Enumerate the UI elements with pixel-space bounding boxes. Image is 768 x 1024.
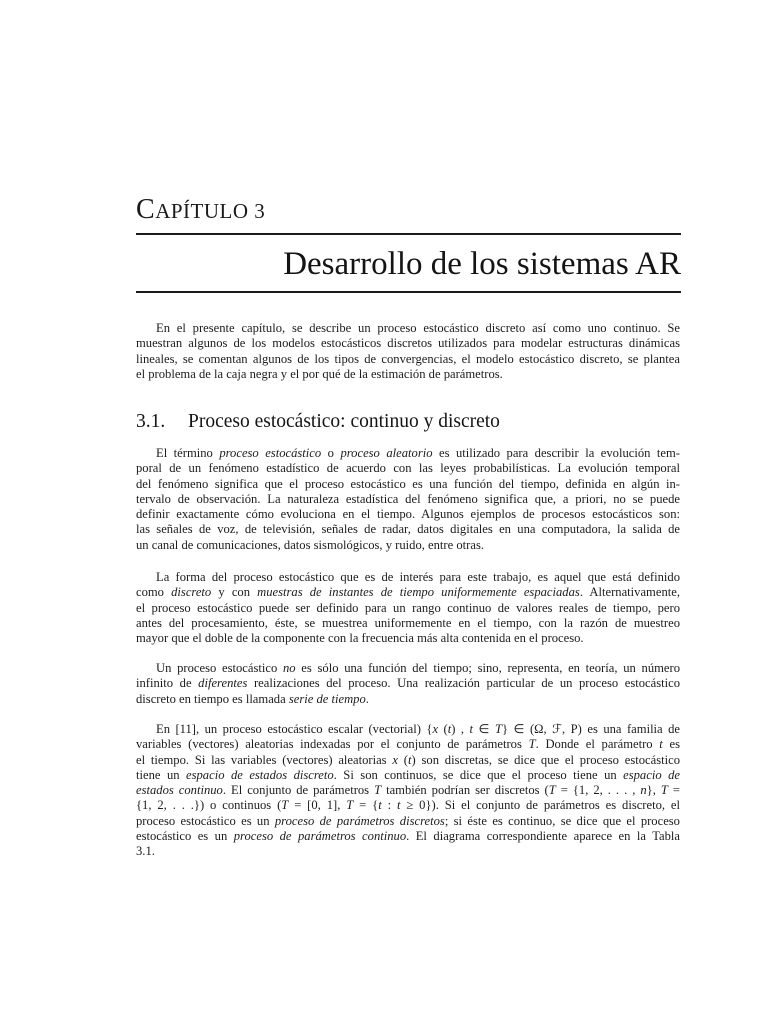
text-run: ( <box>398 752 408 767</box>
math-var: t <box>447 722 452 736</box>
text-run: En [11], un proceso estocástico escalar (vectorial) { <box>156 722 433 736</box>
text-run: es <box>662 737 680 752</box>
emphasis-run: espacio de estados discreto <box>186 767 334 782</box>
chapter-label-rest: APÍTULO 3 <box>155 199 266 223</box>
text-run: . Si son continuos, se dice que el proceso tiene un <box>333 767 624 782</box>
paragraph-line: mayor que el doble de la componente con la frecuencia más alta contenida en el proceso. <box>136 631 584 646</box>
paragraph-4 <box>136 722 680 860</box>
emphasis-run: serie de tiempo <box>288 691 366 706</box>
paragraph-line <box>136 798 680 813</box>
paragraph-3 <box>136 661 680 707</box>
text-run: = {1, 2, . . . , <box>555 783 641 798</box>
emphasis-run: discreto <box>171 585 212 600</box>
paragraph-line <box>136 661 680 676</box>
paragraph-line <box>136 768 680 783</box>
text-run: }, <box>646 783 661 798</box>
emphasis-run: diferentes <box>198 676 248 691</box>
paragraph-line <box>136 783 680 798</box>
paragraph-line: del fenómeno significa que el proceso estocástico es una función del tiempo, definida en algún in- <box>136 476 680 491</box>
text-run: } ∈ (Ω, ℱ, P) es una familia de <box>502 722 681 736</box>
text-run: . <box>365 691 369 706</box>
text-run: . Donde el parámetro <box>535 737 660 752</box>
math-var: x <box>392 752 398 767</box>
chapter-label-initial: C <box>136 194 156 225</box>
math-var: T <box>346 798 354 813</box>
math-var: t <box>378 798 382 813</box>
emphasis-run: muestras de instantes de tiempo uniformemente espaciadas <box>257 585 580 600</box>
text-run: variables (vectores) aleatorias indexadas por el conjunto de parámetros <box>136 737 529 752</box>
text-run: tiene un <box>136 767 187 782</box>
intro-line: muestran algunos de los modelos estocásticos discretos utilizados para modelar estructuras dinámicas <box>136 336 680 351</box>
paragraph-line: definir exactamente cómo evoluciona en el tiempo. Algunos ejemplos de procesos estocásticos son: <box>136 507 680 522</box>
paragraph-line <box>136 585 680 600</box>
paragraph-line: el proceso estocástico puede ser definido para un rango continuo de valores reales de tiempo, pero <box>136 600 680 615</box>
emphasis-run: no <box>282 661 296 675</box>
math-var: n <box>640 783 647 798</box>
text-run: ) son discretas, se dice que el proceso estocástico <box>411 752 680 767</box>
paragraph-line <box>136 829 680 844</box>
paragraph-line: tervalo de observación. La naturaleza estadística del fenómeno significa que, a priori, no se puede <box>136 491 680 506</box>
text-run: es utilizado para describir la evolución tem- <box>432 446 681 460</box>
paragraph-line: 3.1. <box>136 844 155 859</box>
chapter-rule-bottom <box>136 291 681 293</box>
text-run: = { <box>353 798 379 813</box>
text-run: = [0, 1], <box>288 798 347 813</box>
chapter-rule-top <box>136 233 681 235</box>
math-var: x <box>432 722 439 736</box>
intro-line: el problema de la caja negra y el por qué de la estimación de parámetros. <box>136 366 503 381</box>
paragraph-line <box>136 722 680 737</box>
intro-line: lineales, se comentan algunos de los tipos de convergencias, el modelo estocástico discreto, se plantea <box>136 351 680 366</box>
text-run: discreto en tiempo es llamada <box>136 691 289 706</box>
text-run: ) , <box>451 722 470 736</box>
section-title: Proceso estocástico: continuo y discreto <box>188 411 500 432</box>
paragraph-line: las señales de voz, de televisión, señales de radar, datos digitales en una computadora, la salida de <box>136 522 680 537</box>
emphasis-run: proceso de parámetros discretos <box>274 813 445 828</box>
text-run: el tiempo. Si las variables (vectores) aleatorias <box>136 752 393 767</box>
text-run: ; si éste es continuo, se dice que el proceso <box>444 813 680 828</box>
text-run: ∈ <box>473 722 495 736</box>
paragraph-line: antes del procesamiento, éste, se muestrea uniformemente en el tiempo, con la razón de muestreo <box>136 615 680 630</box>
text-run: El término <box>156 446 220 460</box>
math-var: t <box>469 722 474 736</box>
math-var: T <box>660 783 668 798</box>
text-run: realizaciones del proceso. Una realización particular de un proceso estocástico <box>247 676 681 691</box>
chapter-label <box>136 192 265 229</box>
intro-paragraph <box>136 321 680 382</box>
math-var: t <box>396 798 401 813</box>
text-run: o <box>321 446 341 460</box>
text-run: infinito de <box>136 676 199 691</box>
text-run: . El diagrama correspondiente aparece en la Tabla <box>406 829 680 844</box>
paragraph-line: poral de un fenómeno estadístico de acuerdo con las leyes probabilísticas. La evolución temporal <box>136 461 680 476</box>
paragraph-line <box>136 676 680 691</box>
text-run: {1, 2, . . .}) o continuos ( <box>136 798 282 813</box>
paragraph-line: La forma del proceso estocástico que es de interés para este trabajo, es aquel que está definido <box>156 570 680 584</box>
paragraph-line <box>136 814 680 829</box>
emphasis-run: proceso aleatorio <box>340 446 433 460</box>
text-run: es sólo una función del tiempo; sino, representa, en teoría, un número <box>295 661 680 675</box>
math-var: T <box>281 798 289 813</box>
text-run: como <box>136 585 172 600</box>
math-var: t <box>659 737 663 752</box>
emphasis-run: proceso estocástico <box>219 446 322 460</box>
math-var: T <box>548 783 556 798</box>
text-run: ( <box>438 722 448 736</box>
chapter-title: Desarrollo de los sistemas AR <box>283 246 681 282</box>
text-run: estocástico es un <box>136 829 234 844</box>
text-run: : <box>381 798 397 813</box>
paragraph-line <box>136 446 680 461</box>
math-var: T <box>494 722 502 736</box>
text-run: también podrían ser discretos ( <box>381 783 549 798</box>
math-var: t <box>408 752 412 767</box>
text-run: = <box>667 783 680 798</box>
text-run: . Alternativamente, <box>579 585 680 600</box>
paragraph-line <box>136 737 680 752</box>
emphasis-run: proceso de parámetros continuo <box>233 829 407 844</box>
text-run: y con <box>211 585 258 600</box>
paragraph-2 <box>136 570 680 646</box>
section-heading <box>136 410 500 434</box>
text-run: ≥ 0}). Si el conjunto de parámetros es discreto, el <box>400 798 681 813</box>
text-run: proceso estocástico es un <box>136 813 275 828</box>
intro-line: En el presente capítulo, se describe un proceso estocástico discreto así como uno continuo. Se <box>156 321 680 335</box>
paragraph-line: un canal de comunicaciones, datos sismológicos, y ruido, entre otras. <box>136 537 484 552</box>
emphasis-run: estados continuo <box>136 783 223 798</box>
paragraph-line <box>136 692 680 707</box>
text-run: Un proceso estocástico <box>156 661 283 675</box>
paragraph-1 <box>136 446 680 553</box>
text-run: . El conjunto de parámetros <box>222 783 375 798</box>
math-var: T <box>374 783 382 798</box>
paragraph-line <box>136 753 680 768</box>
section-number: 3.1. <box>136 411 166 432</box>
math-var: T <box>528 737 536 752</box>
emphasis-run: espacio de <box>623 767 680 782</box>
